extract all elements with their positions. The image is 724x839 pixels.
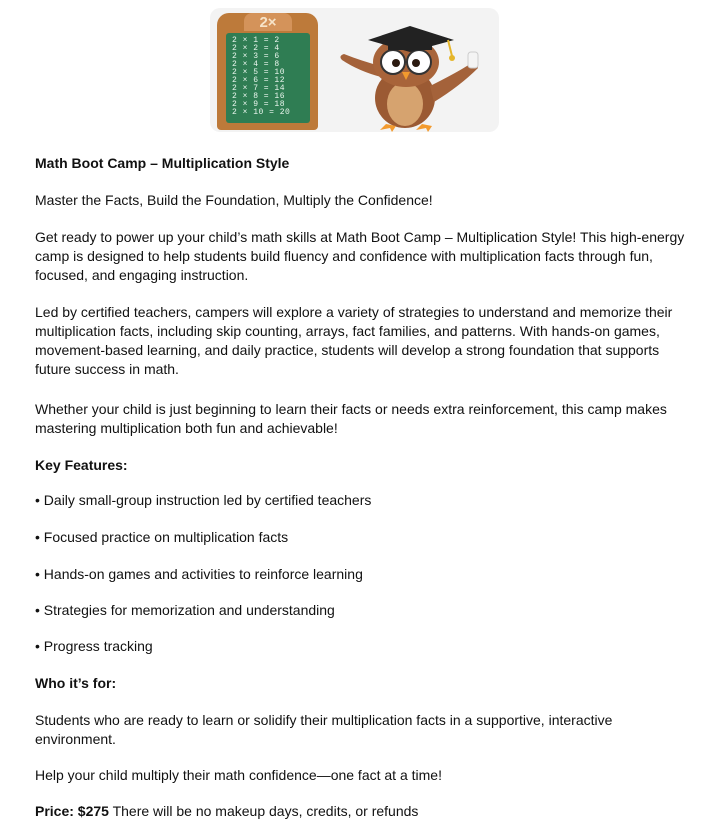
times-row: 2 × 4 = 8 [232,60,280,69]
times-row: 2 × 10 = 20 [232,108,291,117]
times-row: 2 × 8 = 16 [232,92,286,101]
call-to-action: Help your child multiply their math confidence—one fact at a time! [35,767,442,783]
intro-paragraph: Get ready to power up your child’s math skills at Math Boot Camp – Multiplication Style! This high-energy camp is designed to help students build fluency and confidence with multiplication facts through fun, focused, and engaging instruction. [35,229,685,283]
audience-paragraph: Students who are ready to learn or solidify their multiplication facts in a supportive, interactive environment. [35,712,613,747]
chalkboard-icon [217,13,318,130]
closing-paragraph: Whether your child is just beginning to learn their facts or needs extra reinforcement, this camp makes mastering multiplication both fun and achievable! [35,401,667,436]
feature-item: • Daily small-group instruction led by certified teachers [35,492,372,508]
camp-illustration [210,8,499,132]
board-header: 2× [259,14,277,31]
times-row: 2 × 2 = 4 [232,44,280,53]
price-line [35,802,685,821]
times-table [232,37,290,117]
features-heading: Key Features: [35,457,128,473]
owl-graduate-icon [330,20,495,132]
details-paragraph: Led by certified teachers, campers will explore a variety of strategies to understand and memorize their multiplication facts, including skip counting, arrays, fact families, and patterns. With hands-on games, movement-based learning, and daily practice, students will develop a strong foundation that supports future success in math. [35,304,673,377]
price-note: There will be no makeup days, credits, or refunds [108,803,419,819]
audience-heading: Who it’s for: [35,675,117,691]
price-label: Price: $275 [35,803,109,819]
board-surface [226,33,310,123]
times-row: 2 × 7 = 14 [232,84,286,93]
times-row: 2 × 3 = 6 [232,52,280,61]
times-row: 2 × 1 = 2 [232,36,280,45]
board-tab [244,13,292,31]
tagline: Master the Facts, Build the Foundation, Multiply the Confidence! [35,192,433,208]
times-row: 2 × 5 = 10 [232,68,286,77]
page-title: Math Boot Camp – Multiplication Style [35,155,290,171]
times-row: 2 × 6 = 12 [232,76,286,85]
feature-item: • Progress tracking [35,638,153,654]
feature-item: • Hands-on games and activities to reinforce learning [35,566,363,582]
feature-item: • Focused practice on multiplication facts [35,529,289,545]
feature-item: • Strategies for memorization and understanding [35,602,335,618]
times-row: 2 × 9 = 18 [232,100,286,109]
